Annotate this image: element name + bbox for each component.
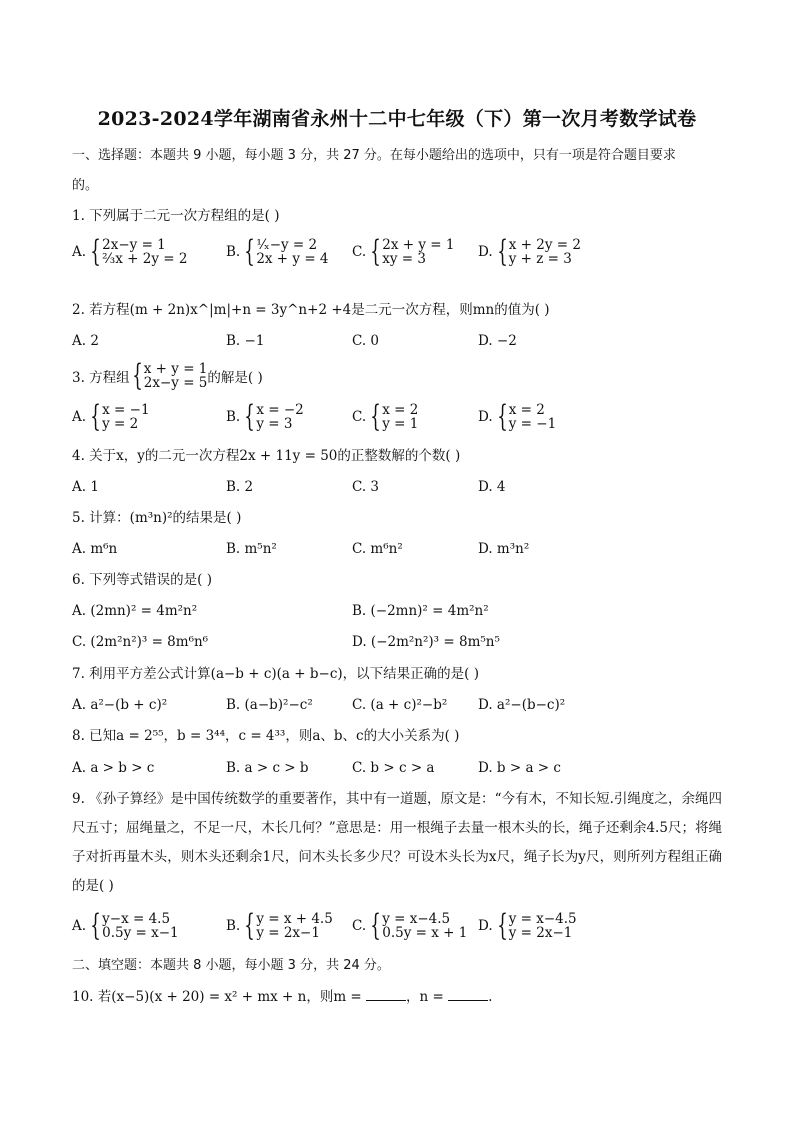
q3-option-d[interactable] <box>478 399 557 434</box>
q9-option-d[interactable] <box>478 908 577 943</box>
q9-option-c[interactable] <box>352 908 468 943</box>
brace-icon: { <box>370 908 381 943</box>
option-label: A. <box>72 244 87 260</box>
option-label: C. <box>352 409 367 425</box>
eq-row: 2x + y = 1 <box>382 237 455 253</box>
q2-option-d[interactable]: D. −2 <box>478 333 517 349</box>
eq-row: ¹⁄ₓ−y = 2 <box>256 237 318 253</box>
q7-stem: 7. 利用平方差公式计算(a−b + c)(a + b−c)，以下结果正确的是( ) <box>72 666 479 682</box>
eq-row: y = 3 <box>256 416 293 432</box>
brace-icon: { <box>496 399 508 434</box>
eq-row: x = 2 <box>382 402 419 418</box>
section2-heading: 二、填空题：本题共 8 小题，每小题 3 分，共 24 分。 <box>72 958 390 973</box>
q3-stem-prefix: 3. 方程组 <box>72 370 130 386</box>
q1-option-b[interactable] <box>226 234 329 269</box>
q7-option-c[interactable]: C. (a + c)²−b² <box>352 697 448 713</box>
q7-option-d[interactable]: D. a²−(b−c)² <box>478 697 566 713</box>
q5-option-d[interactable]: D. m³n² <box>478 541 530 557</box>
q4-option-b[interactable]: B. 2 <box>226 479 254 495</box>
q3-option-c[interactable] <box>352 399 419 434</box>
eq-row: y = 2x−1 <box>256 925 320 941</box>
eq-row: x = 2 <box>508 402 545 418</box>
q7-option-a[interactable]: A. a²−(b + c)² <box>72 697 168 713</box>
section1-heading-line1: 一、选择题：本题共 9 小题，每小题 3 分，共 27 分。在每小题给出的选项中，只有一项是符合题目要求 <box>72 148 676 163</box>
answer-blank-m[interactable] <box>366 988 406 1001</box>
q1-stem: 1. 下列属于二元一次方程组的是( ) <box>72 208 280 224</box>
brace-icon: { <box>244 234 256 269</box>
option-label: D. <box>478 244 493 260</box>
eq-row: y = 2x−1 <box>508 925 573 941</box>
q8-stem: 8. 已知a = 2⁵⁵，b = 3⁴⁴，c = 4³³，则a、b、c的大小关系为( ) <box>72 728 460 744</box>
q3-stem <box>72 358 263 393</box>
q6-option-d[interactable]: D. (−2m²n²)³ = 8m⁵n⁵ <box>352 634 500 650</box>
eq-row: 0.5y = x + 1 <box>382 925 468 941</box>
q9-stem: 9. 《孙子算经》是中国传统数学的重要著作，其中有一道题，原文是：“今有木，不知长短.引绳度之，余绳四尺五寸；屈绳量之，不足一尺，木长几何？”意思是：用一根绳子去量一根木头的长，绳子还剩余4.5尺；将绳子对折再量木头，则木头还剩余1尺，问木头长多少尺？可设木头长为x尺，绳子长为y尺，则所列方程组正确的是( ) <box>72 791 722 894</box>
option-label: C. <box>352 244 367 260</box>
q8-option-b[interactable]: B. a > c > b <box>226 760 309 776</box>
option-label: D. <box>478 409 493 425</box>
q8-option-a[interactable]: A. a > b > c <box>72 760 155 776</box>
q4-option-a[interactable]: A. 1 <box>72 479 99 495</box>
eq-row: 2x−y = 5 <box>143 375 208 391</box>
q5-stem: 5. 计算：(m³n)²的结果是( ) <box>72 510 242 526</box>
brace-icon: { <box>90 234 101 269</box>
q8-option-c[interactable]: C. b > c > a <box>352 760 435 776</box>
q5-option-b[interactable]: B. m⁵n² <box>226 541 277 557</box>
brace-icon: { <box>496 234 508 269</box>
q4-option-d[interactable]: D. 4 <box>478 479 506 495</box>
eq-row: y = 1 <box>382 416 419 432</box>
eq-row: x + y = 1 <box>143 361 208 377</box>
brace-icon: { <box>90 399 101 434</box>
eq-row: y = x + 4.5 <box>256 911 333 927</box>
eq-row: x = −1 <box>102 402 150 418</box>
option-label: C. <box>352 918 367 934</box>
brace-icon: { <box>131 358 143 393</box>
q6-option-a[interactable]: A. (2mn)² = 4m²n² <box>72 603 198 619</box>
q10-stem <box>72 988 492 1005</box>
q10-text-mid: ，n = <box>406 989 449 1005</box>
section1-heading-line2: 的。 <box>72 178 99 193</box>
q6-option-c[interactable]: C. (2m²n²)³ = 8m⁶n⁶ <box>72 634 209 650</box>
eq-row: 0.5y = x−1 <box>102 925 179 941</box>
q8-option-d[interactable]: D. b > a > c <box>478 760 561 776</box>
q9-option-b[interactable] <box>226 908 333 943</box>
eq-row: x + 2y = 2 <box>508 237 581 253</box>
q4-stem: 4. 关于x，y的二元一次方程2x + 11y = 50的正整数解的个数( ) <box>72 448 461 464</box>
q10-text-end: . <box>488 989 493 1005</box>
eq-row: y−x = 4.5 <box>102 911 171 927</box>
brace-icon: { <box>496 908 508 943</box>
eq-row: y = 2 <box>102 416 139 432</box>
q10-text-start: 10. 若(x−5)(x + 20) = x² + mx + n，则m = <box>72 989 367 1005</box>
q6-option-b[interactable]: B. (−2mn)² = 4m²n² <box>352 603 489 619</box>
brace-icon: { <box>370 399 381 434</box>
eq-row: ²⁄₃x + 2y = 2 <box>102 251 188 267</box>
eq-row: x = −2 <box>256 402 304 418</box>
q5-option-c[interactable]: C. m⁶n² <box>352 541 403 557</box>
q1-option-d[interactable] <box>478 234 581 269</box>
q1-option-a[interactable] <box>72 234 188 269</box>
option-label: A. <box>72 409 87 425</box>
eq-row: 2x + y = 4 <box>256 251 329 267</box>
option-label: B. <box>226 918 241 934</box>
brace-icon: { <box>370 234 381 269</box>
q1-option-c[interactable] <box>352 234 455 269</box>
option-label: D. <box>478 918 493 934</box>
q3-option-b[interactable] <box>226 399 304 434</box>
q2-option-a[interactable]: A. 2 <box>72 333 99 349</box>
eq-row: 2x−y = 1 <box>102 237 166 253</box>
eq-row: xy = 3 <box>382 251 426 267</box>
q2-option-c[interactable]: C. 0 <box>352 333 380 349</box>
eq-row: y + z = 3 <box>508 251 572 267</box>
brace-icon: { <box>244 399 256 434</box>
option-label: B. <box>226 244 241 260</box>
q2-option-b[interactable]: B. −1 <box>226 333 265 349</box>
q6-stem: 6. 下列等式错误的是( ) <box>72 572 212 588</box>
eq-row: y = x−4.5 <box>508 911 577 927</box>
q4-option-c[interactable]: C. 3 <box>352 479 380 495</box>
option-label: B. <box>226 409 241 425</box>
q2-stem: 2. 若方程(m + 2n)x^|m|+n = 3y^n+2 +4是二元一次方程，则mn的值为( ) <box>72 302 550 318</box>
eq-row: y = x−4.5 <box>382 911 451 927</box>
brace-icon: { <box>244 908 256 943</box>
eq-row: y = −1 <box>508 416 557 432</box>
answer-blank-n[interactable] <box>448 988 488 1001</box>
q3-stem-suffix: 的解是( ) <box>207 370 263 386</box>
brace-icon: { <box>90 908 101 943</box>
q9-option-a[interactable] <box>72 908 179 943</box>
page-title: 2023-2024学年湖南省永州十二中七年级（下）第一次月考数学试卷 <box>97 108 697 130</box>
q5-option-a[interactable]: A. m⁶n <box>72 541 118 557</box>
q3-option-a[interactable] <box>72 399 150 434</box>
option-label: A. <box>72 918 87 934</box>
q7-option-b[interactable]: B. (a−b)²−c² <box>226 697 313 713</box>
